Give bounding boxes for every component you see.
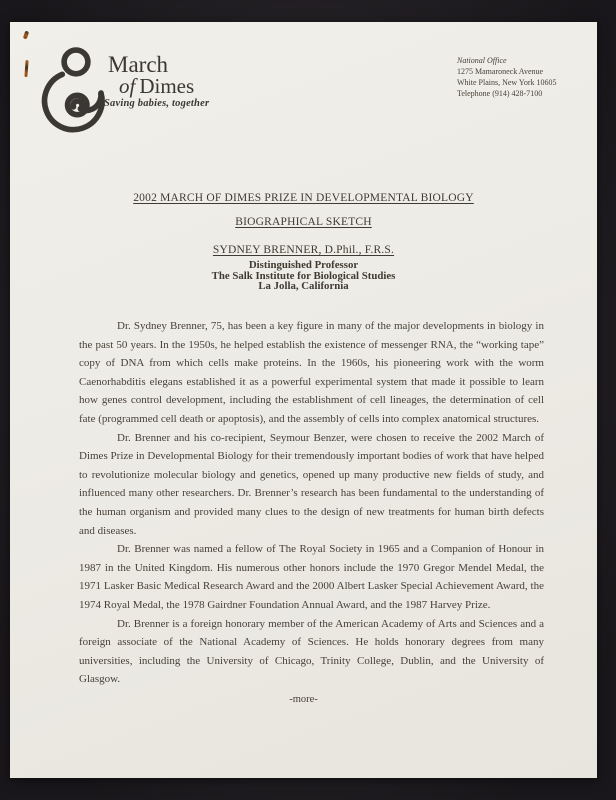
document-title: 2002 MARCH OF DIMES PRIZE IN DEVELOPMENTAL BIOLOGY (133, 192, 474, 204)
logo-wordmark-march: March (108, 52, 169, 77)
office-address-line: 1275 Mamaroneck Avenue (457, 67, 544, 76)
document-heading-block (10, 192, 597, 292)
honoree-name: SYDNEY BRENNER, D.Phil., F.R.S. (212, 244, 395, 256)
staple-rust-mark (24, 60, 28, 77)
page-continuation-marker: -more- (289, 694, 318, 705)
body-paragraph: Dr. Sydney Brenner, 75, has been a key figure in many of the major developments in biology in the past 50 years. In the 1950s, he helped establish the existence of messenger RNA, the “working tape” copy of DNA from which cells make proteins. In the 1960s, his pioneering work with the worm Caenorhabditis elegans established it as a powerful experimental system that made it possible to learn how genes control development, including the establishment of cell lineages, the determination of cell fate (programmed cell death or apoptosis), and the assembly of cells into complex anatomical structures. (79, 320, 544, 425)
national-office-address-block (457, 55, 557, 99)
staple-rust-mark (23, 31, 29, 40)
office-address-line: White Plains, New York 10605 (457, 78, 557, 87)
honoree-role: Distinguished Professor (248, 259, 359, 271)
office-phone: Telephone (914) 428-7100 (457, 89, 543, 98)
office-title: National Office (457, 56, 507, 65)
logo-tagline: Saving babies, together (104, 98, 210, 109)
document-subtitle: BIOGRAPHICAL SKETCH (235, 216, 372, 228)
logo-word-dimes: Dimes (139, 74, 195, 98)
biographical-sketch-body (79, 317, 544, 689)
press-release-page (10, 22, 597, 778)
honoree-location: La Jolla, California (258, 280, 349, 293)
body-paragraph: Dr. Brenner and his co-recipient, Seymour Benzer, were chosen to receive the 2002 March of Dimes Prize in Developmental Biology for their tremendously important bodies of work that have helped to revolutionize molecular biology and genetics, opened up many productive new fields of study, and influenced many other researchers. Dr. Brenner’s research has been fundamental to the understanding of the human organism and provided many clues to the design of new treatments for human birth defects and diseases. (79, 431, 544, 537)
body-paragraph: Dr. Brenner was named a fellow of The Royal Society in 1965 and a Companion of Honour in 1987 in the United Kingdom. His numerous other honors include the 1970 Gregor Mendel Medal, the 1971 Lasker Basic Medical Research Award and the 2000 Albert Lasker Special Achievement Award, the 1974 Royal Medal, the 1978 Gairdner Foundation Annual Award, and the 1987 Harvey Prize. (79, 543, 544, 611)
body-paragraph: Dr. Brenner is a foreign honorary member of the American Academy of Arts and Sciences and a foreign associate of the National Academy of Sciences. He holds honorary degrees from many universities, including the University of Chicago, Trinity College, Dublin, and the University of Glasgow. (79, 617, 544, 686)
logo-word-of: of (119, 74, 136, 98)
logo-wordmark-of-dimes (119, 76, 194, 97)
honoree-institution: The Salk Institute for Biological Studies (211, 269, 396, 282)
mother-baby-logo-icon (41, 43, 106, 142)
